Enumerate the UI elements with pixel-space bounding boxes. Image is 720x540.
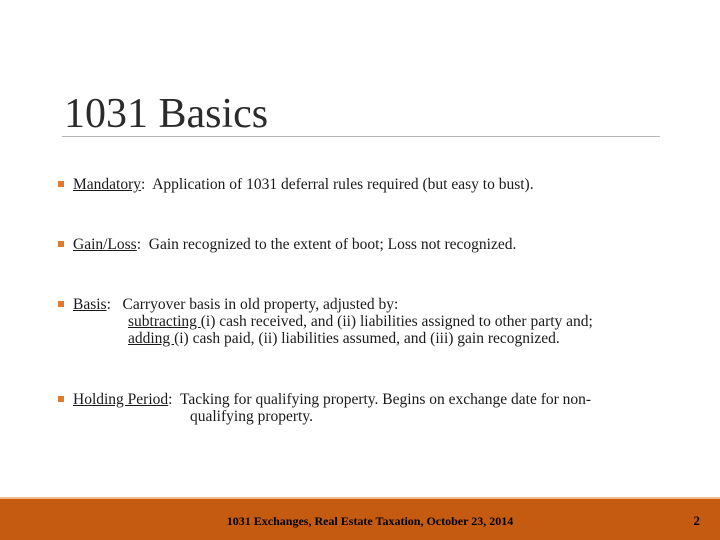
slide-title: 1031 Basics xyxy=(64,91,269,137)
basis-sub-text: (i) cash paid, (ii) liabilities assumed, and (iii) gain recognized. xyxy=(174,330,560,347)
bullet-sep: : xyxy=(106,296,111,313)
basis-sub-line xyxy=(73,313,693,330)
bullet-term: Basis xyxy=(73,296,107,313)
bullet-square-icon xyxy=(58,301,64,307)
bullet-text xyxy=(73,236,693,253)
bullet-square-icon xyxy=(58,396,64,402)
basis-sub-term: adding xyxy=(128,330,175,347)
bullet-desc-continued: qualifying property. xyxy=(190,408,313,425)
bullet-desc: Tacking for qualifying property. Begins on exchange date for non- xyxy=(172,391,592,408)
basis-sub-term: subtracting xyxy=(128,313,201,330)
bullet-term: Holding Period xyxy=(73,391,169,408)
bullet-sep: : xyxy=(136,236,142,253)
bullet-text xyxy=(73,296,693,347)
bullet-term: Gain/Loss xyxy=(73,236,137,253)
bullet-desc: Application of 1031 deferral rules required (but easy to bust). xyxy=(145,176,534,193)
footer-text: 1031 Exchanges, Real Estate Taxation, October 23, 2014 xyxy=(226,514,514,528)
bullet-term: Mandatory xyxy=(73,176,142,193)
bullet-square-icon xyxy=(58,181,64,187)
bullet-desc: Gain recognized to the extent of boot; Loss not recognized. xyxy=(141,236,517,253)
bullet-text xyxy=(73,391,693,425)
bullet-text xyxy=(73,176,693,193)
page-number: 2 xyxy=(693,513,700,528)
bullet-sep: : xyxy=(168,391,173,408)
bullet-square-icon xyxy=(58,241,64,247)
basis-sub-text: (i) cash received, and (ii) liabilities assigned to other party and; xyxy=(200,313,593,330)
title-divider xyxy=(62,136,660,137)
bullet-sep: : xyxy=(141,176,146,193)
bullet-desc: Carryover basis in old property, adjusted by: xyxy=(110,296,399,313)
basis-sub-line xyxy=(73,330,693,347)
